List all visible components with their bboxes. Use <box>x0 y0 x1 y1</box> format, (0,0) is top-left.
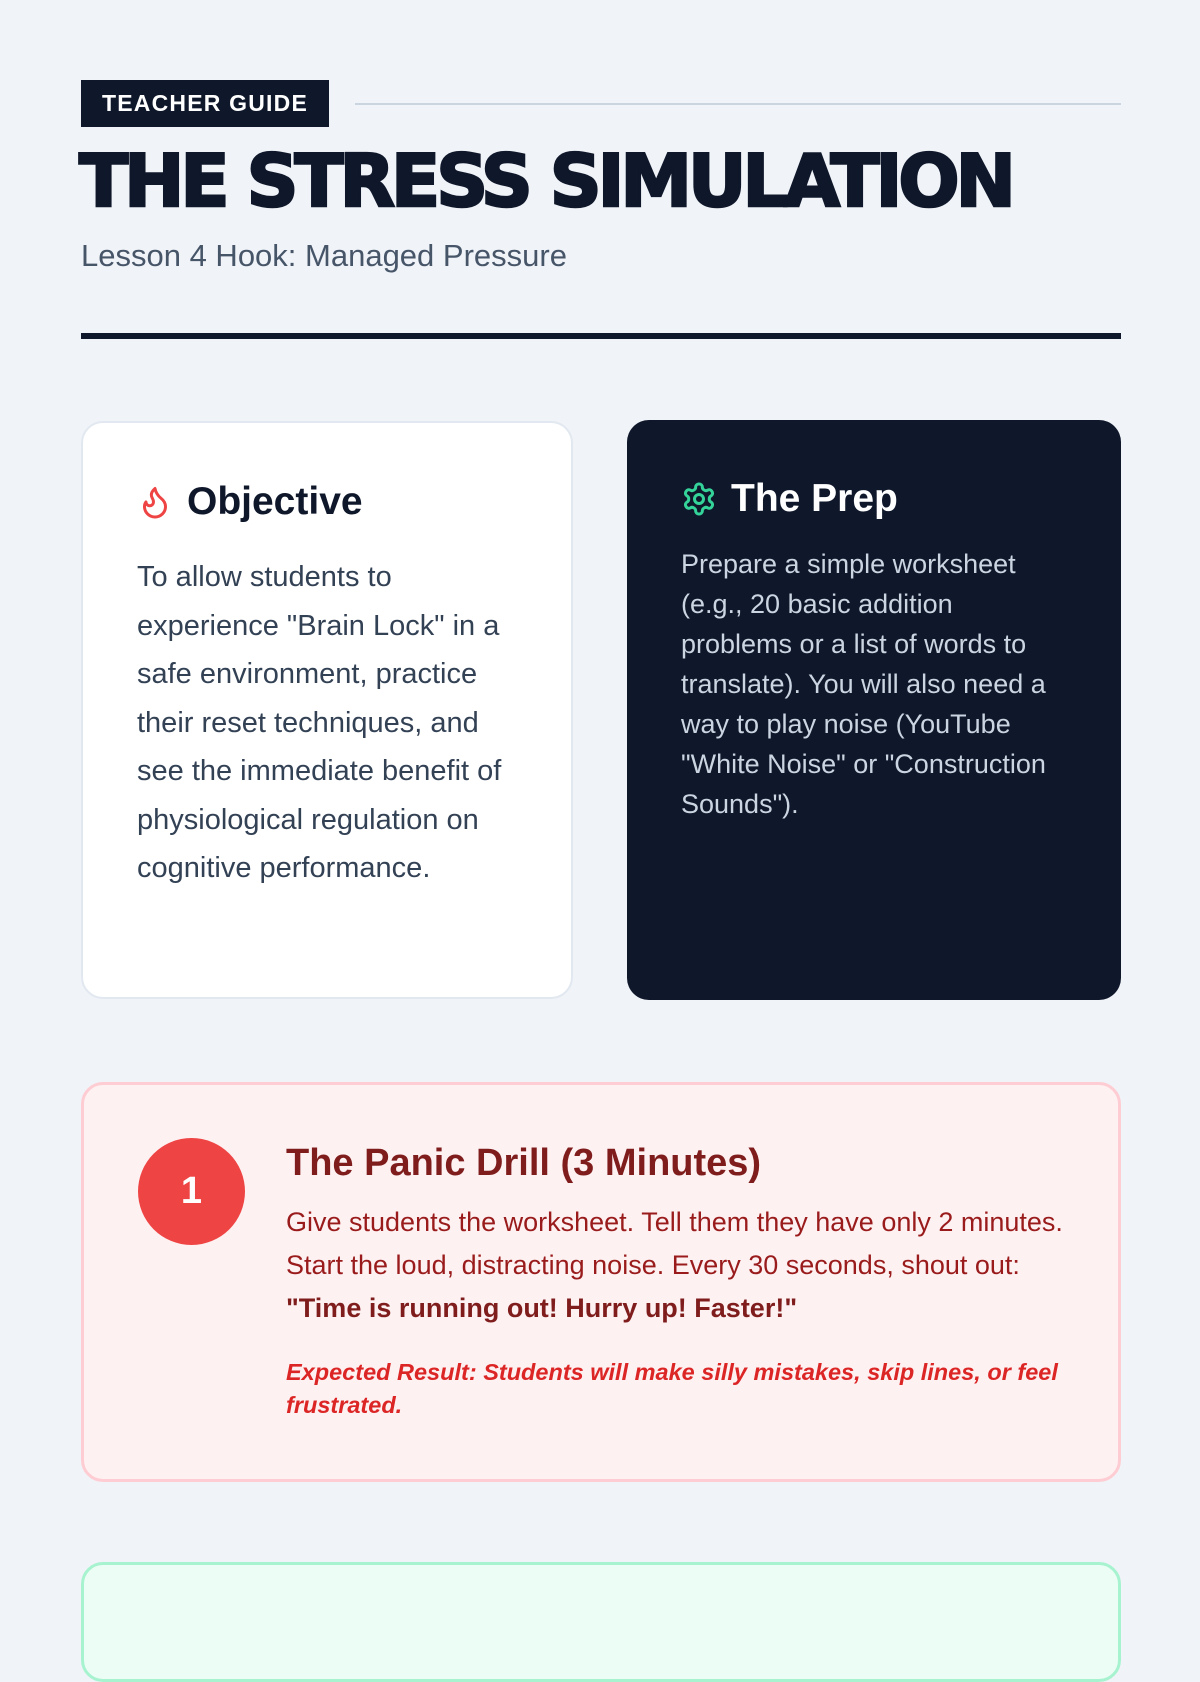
flame-icon <box>137 484 173 520</box>
gear-icon <box>681 481 717 517</box>
objective-header <box>137 477 519 527</box>
objective-text: To allow students to experience "Brain Lock" in a safe environment, practice their reset techniques, and see the immediate benefit of physiological regulation on cognitive performance. <box>137 561 502 884</box>
page-title: THE STRESS SIMULATION <box>79 139 1012 223</box>
objective-heading: Objective <box>187 480 363 523</box>
tag-divider <box>355 103 1121 105</box>
prep-card <box>627 420 1121 1000</box>
step-title: The Panic Drill (3 Minutes) <box>286 1142 762 1184</box>
teacher-guide-tag: TEACHER GUIDE <box>81 80 329 127</box>
step-number-badge: 1 <box>138 1138 245 1245</box>
step-card-next <box>81 1562 1121 1682</box>
prep-text: Prepare a simple worksheet (e.g., 20 basic addition problems or a list of words to translate). You will also need a way to play noise (YouTube "White Noise" or "Construction Sounds"). <box>681 549 1046 819</box>
step-card-panic-drill <box>81 1082 1121 1482</box>
prep-heading: The Prep <box>731 477 898 520</box>
page-subtitle: Lesson 4 Hook: Managed Pressure <box>81 238 567 273</box>
prep-header <box>681 474 1069 524</box>
header-tag-row <box>81 80 1121 127</box>
objective-card <box>81 421 573 999</box>
step-description <box>286 1201 1076 1330</box>
step-emphasis-quote: "Time is running out! Hurry up! Faster!" <box>286 1293 798 1323</box>
step-description-text: Give students the worksheet. Tell them they have only 2 minutes. Start the loud, distracting noise. Every 30 seconds, shout out: <box>286 1207 1063 1280</box>
step-body <box>286 1137 1076 1422</box>
step-expected-result: Expected Result: Students will make silly mistakes, skip lines, or feel frustrated. <box>286 1359 1058 1418</box>
header-divider <box>81 333 1121 339</box>
